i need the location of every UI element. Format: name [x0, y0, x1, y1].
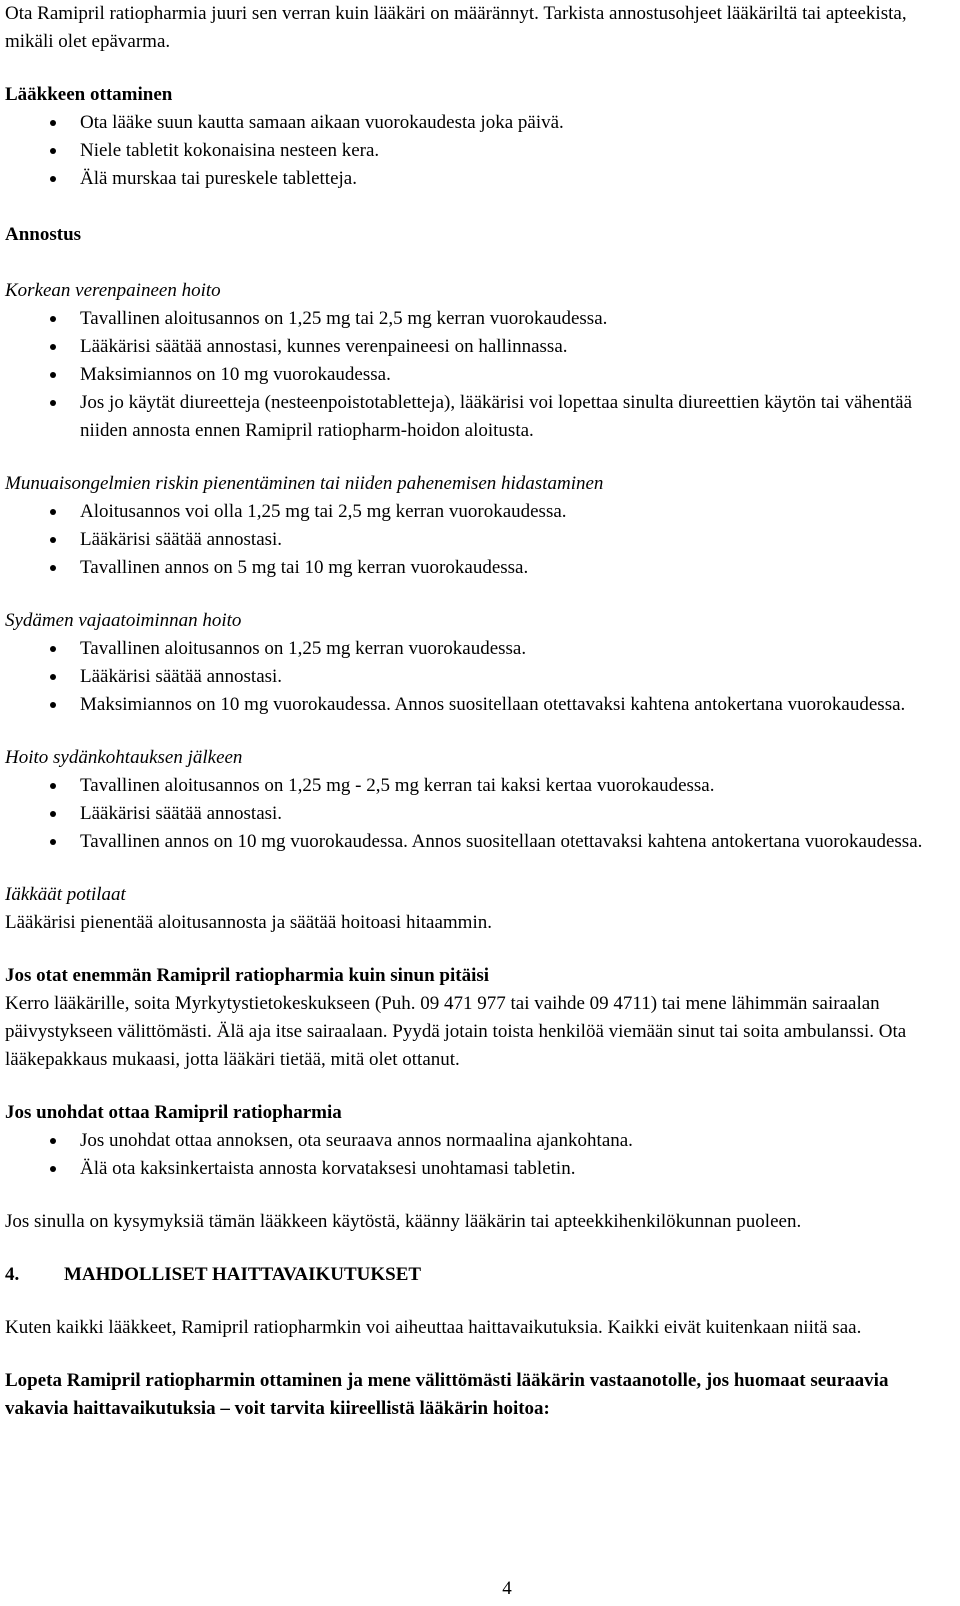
- intro-paragraph: Ota Ramipril ratiopharmia juuri sen verran kuin lääkäri on määrännyt. Tarkista annostusohjeet lääkäriltä tai apteekista, mikäli olet epävarma.: [5, 3, 907, 52]
- list-item: Tavallinen annos on 5 mg tai 10 mg kerran vuorokaudessa.: [5, 554, 950, 582]
- missed-heading: Jos unohdat ottaa Ramipril ratiopharmia: [5, 1102, 342, 1123]
- taking-list: [5, 109, 950, 193]
- questions-paragraph: Jos sinulla on kysymyksiä tämän lääkkeen käytöstä, käänny lääkärin tai apteekkihenkilökunnan puoleen.: [5, 1211, 802, 1232]
- kidney-subheading: Munuaisongelmien riskin pienentäminen tai niiden pahenemisen hidastaminen: [5, 473, 604, 494]
- list-item: Tavallinen aloitusannos on 1,25 mg - 2,5 mg kerran tai kaksi kertaa vuorokaudessa.: [5, 772, 950, 800]
- section-4-heading: [5, 1261, 950, 1289]
- list-item: Lääkärisi säätää annostasi.: [5, 663, 950, 691]
- kidney-list: [5, 498, 950, 582]
- taking-heading: Lääkkeen ottaminen: [5, 84, 173, 105]
- list-item: Maksimiannos on 10 mg vuorokaudessa.: [5, 361, 950, 389]
- hypertension-list: [5, 305, 950, 445]
- list-item: Maksimiannos on 10 mg vuorokaudessa. Annos suositellaan otettavaksi kahtena antokertana vuorokaudessa.: [5, 691, 950, 719]
- section-4-text: Kuten kaikki lääkkeet, Ramipril ratiopharmkin voi aiheuttaa haittavaikutuksia. Kaikki eivät kuitenkaan niitä saa.: [5, 1317, 862, 1338]
- after-mi-subheading: Hoito sydänkohtauksen jälkeen: [5, 747, 243, 768]
- list-item: Lääkärisi säätää annostasi.: [5, 800, 950, 828]
- section-4-number: 4.: [5, 1264, 20, 1285]
- hypertension-subheading: Korkean verenpaineen hoito: [5, 280, 221, 301]
- section-4-warning: Lopeta Ramipril ratiopharmin ottaminen ja mene välittömästi lääkärin vastaanotolle, jos huomaat seuraavia vakavia haittavaikutuksia – voit tarvita kiireellistä lääkärin hoitoa:: [5, 1370, 889, 1419]
- list-item: Ota lääke suun kautta samaan aikaan vuorokaudesta joka päivä.: [5, 109, 950, 137]
- section-4-title: MAHDOLLISET HAITTAVAIKUTUKSET: [64, 1264, 422, 1285]
- heart-failure-list: [5, 635, 950, 719]
- document-page: [5, 0, 950, 1423]
- page-number: 4: [502, 1578, 512, 1599]
- list-item: Älä ota kaksinkertaista annosta korvataksesi unohtamasi tabletin.: [5, 1155, 950, 1183]
- list-item: Tavallinen annos on 10 mg vuorokaudessa. Annos suositellaan otettavaksi kahtena antokertana vuorokaudessa.: [5, 828, 950, 856]
- dosage-heading: Annostus: [5, 224, 82, 245]
- elderly-subheading: Iäkkäät potilaat: [5, 884, 126, 905]
- after-mi-list: [5, 772, 950, 856]
- list-item: Jos jo käytät diureetteja (nesteenpoistotabletteja), lääkärisi voi lopettaa sinulta diureettien käytön tai vähentää niiden annosta ennen Ramipril ratiopharm-hoidon aloitusta.: [5, 389, 950, 445]
- list-item: Niele tabletit kokonaisina nesteen kera.: [5, 137, 950, 165]
- list-item: Älä murskaa tai pureskele tabletteja.: [5, 165, 950, 193]
- heart-failure-subheading: Sydämen vajaatoiminnan hoito: [5, 610, 242, 631]
- elderly-text: Lääkärisi pienentää aloitusannosta ja säätää hoitoasi hitaammin.: [5, 912, 492, 933]
- missed-list: [5, 1127, 950, 1183]
- list-item: Tavallinen aloitusannos on 1,25 mg tai 2,5 mg kerran vuorokaudessa.: [5, 305, 950, 333]
- list-item: Jos unohdat ottaa annoksen, ota seuraava annos normaalina ajankohtana.: [5, 1127, 950, 1155]
- overdose-text: Kerro lääkärille, soita Myrkytystietokeskukseen (Puh. 09 471 977 tai vaihde 09 4711) tai mene lähimmän sairaalan päivystykseen välittömästi. Älä aja itse sairaalaan. Pyydä jotain toista henkilöä viemään sinut tai soita ambulanssi. Ota lääkepakkaus mukaasi, jotta lääkäri tietää, mitä olet ottanut.: [5, 993, 907, 1070]
- list-item: Lääkärisi säätää annostasi, kunnes verenpaineesi on hallinnassa.: [5, 333, 950, 361]
- overdose-heading: Jos otat enemmän Ramipril ratiopharmia kuin sinun pitäisi: [5, 965, 490, 986]
- list-item: Lääkärisi säätää annostasi.: [5, 526, 950, 554]
- list-item: Aloitusannos voi olla 1,25 mg tai 2,5 mg kerran vuorokaudessa.: [5, 498, 950, 526]
- list-item: Tavallinen aloitusannos on 1,25 mg kerran vuorokaudessa.: [5, 635, 950, 663]
